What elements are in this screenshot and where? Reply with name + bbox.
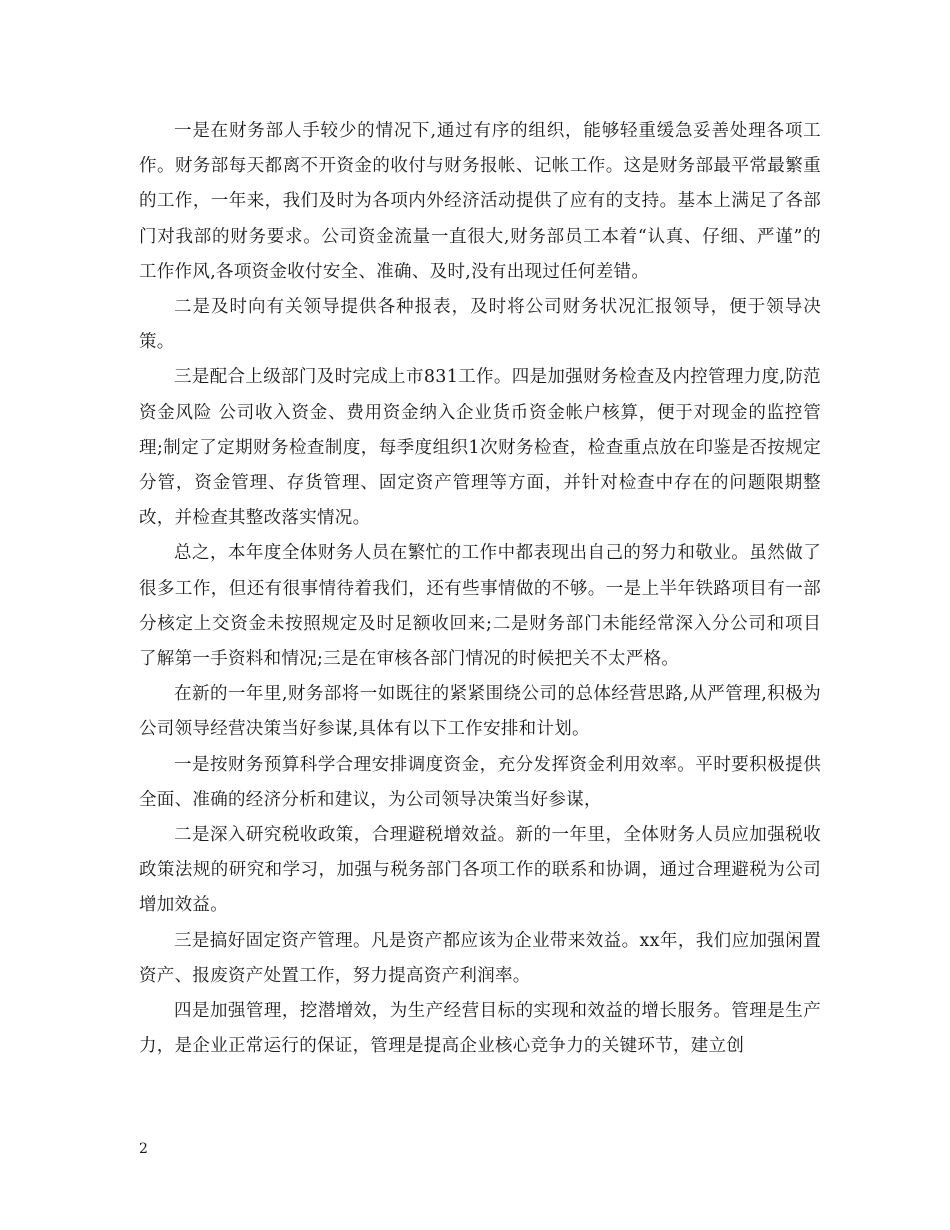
paragraph: 四是加强管理，挖潜增效，为生产经营目标的实现和效益的增长服务。管理是生产力，是企业正常运行的保证，管理是提高企业核心竞争力的关键环节，建立创 [139,1001,821,1057]
paragraph: 在新的一年里,财务部将一如既往的紧紧围绕公司的总体经营思路,从严管理,积极为公司领导经营决策当好参谋,具体有以下工作安排和计划。 [139,684,821,740]
paragraph: 三是配合上级部门及时完成上市831工作。四是加强财务检查及内控管理力度,防范资金风险 公司收入资金、费用资金纳入企业货币资金帐户核算，便于对现金的监控管理;制定了定期财务检查制度，每季度组织1次财务检查，检查重点放在印鉴是否按规定分管，资金管理、存货管理、固定资产管理等方面，并针对检查中存在的问题限期整改，并检查其整改落实情况。 [139,367,821,529]
paragraph: 二是及时向有关领导提供各种报表，及时将公司财务状况汇报领导，便于领导决策。 [139,297,821,353]
paragraph: 二是深入研究税收政策，合理避税增效益。新的一年里，全体财务人员应加强税收政策法规的研究和学习，加强与税务部门各项工作的联系和协调，通过合理避税为公司增加效益。 [139,825,821,916]
paragraph: 三是搞好固定资产管理。凡是资产都应该为企业带来效益。xx年，我们应加强闲置资产、报废资产处置工作，努力提高资产利润率。 [139,930,821,986]
document-body [139,114,821,1064]
page-number: 2 [139,1141,148,1157]
paragraph: 一是按财务预算科学合理安排调度资金，充分发挥资金利用效率。平时要积极提供全面、准确的经济分析和建议，为公司领导决策当好参谋， [139,754,821,810]
paragraph: 一是在财务部人手较少的情况下,通过有序的组织，能够轻重缓急妥善处理各项工作。财务部每天都离不开资金的收付与财务报帐、记帐工作。这是财务部最平常最繁重的工作，一年来，我们及时为各项内外经济活动提供了应有的支持。基本上满足了各部门对我部的财务要求。公司资金流量一直很大,财务部员工本着“认真、仔细、严谨”的工作作风,各项资金收付安全、准确、及时,没有出现过任何差错。 [139,121,821,282]
paragraph: 总之，本年度全体财务人员在繁忙的工作中都表现出自己的努力和敬业。虽然做了很多工作，但还有很事情待着我们，还有些事情做的不够。一是上半年铁路项目有一部分核定上交资金未按照规定及时足额收回来;二是财务部门未能经常深入分公司和项目了解第一手资料和情况;三是在审核各部门情况的时候把关不太严格。 [139,543,821,670]
